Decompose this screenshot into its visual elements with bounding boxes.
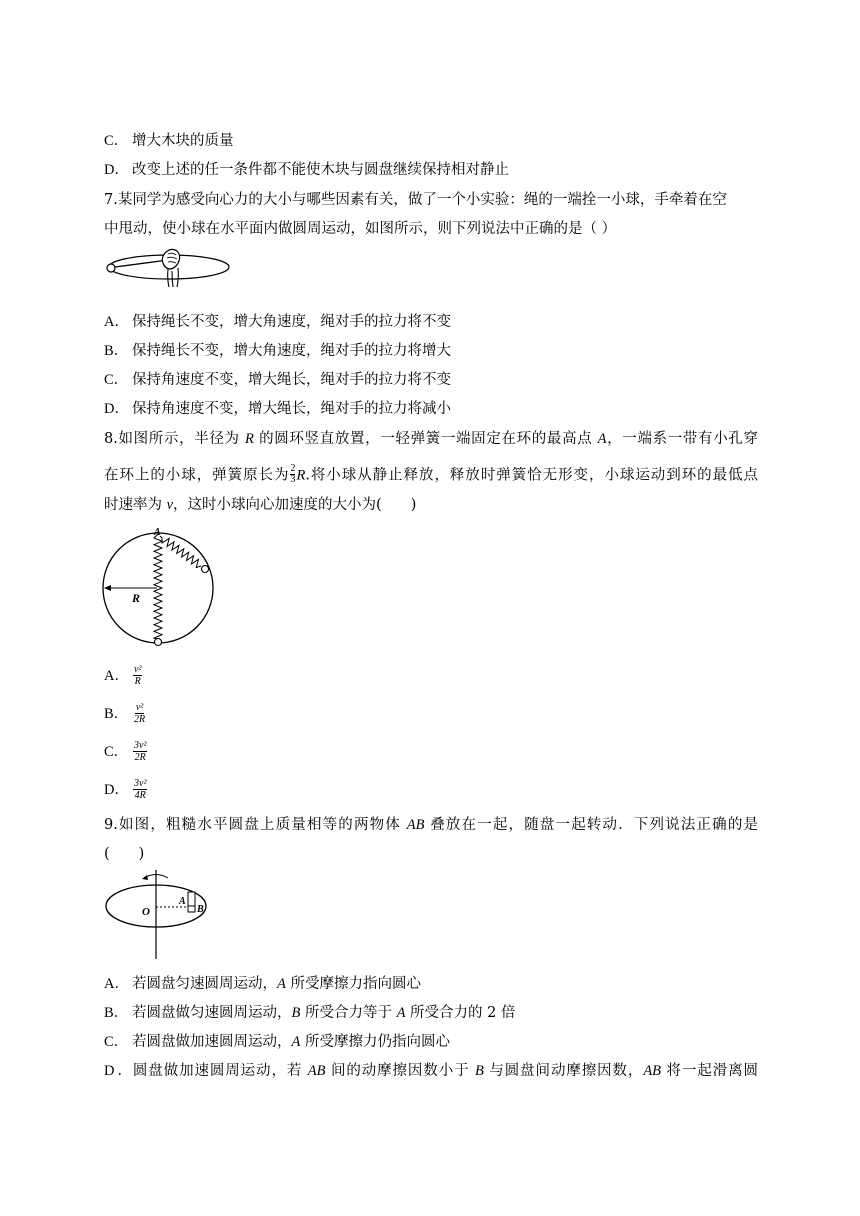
q7-stem-line1: 7.某同学为感受向心力的大小与哪些因素有关，做了一个小实验：绳的一端拴一小球，手牵着在空	[104, 192, 727, 208]
q6-option-c	[104, 131, 234, 151]
ball-circle	[107, 264, 115, 272]
q9-figure-rotating-disk	[104, 866, 216, 962]
option-text: 改变上述的任一条件都不能使木块与圆盘继续保持相对静止	[132, 162, 509, 178]
option-text: 增大木块的质量	[132, 133, 234, 149]
q7-option-b: B． 保持绳长不变，增大角速度，绳对手的拉力将增大	[104, 343, 451, 359]
fraction: $\frac{\text{3v²}}{4R}$	[134, 778, 147, 801]
q7-option-a: A． 保持绳长不变，增大角速度，绳对手的拉力将不变	[104, 314, 451, 330]
q7-figure-hand-swinging-ball	[102, 243, 232, 293]
q7-stem-line2: 中甩动，使小球在水平面内做圆周运动，如图所示，则下列说法中正确的是（ ）	[104, 221, 617, 237]
label-A: A	[154, 527, 161, 538]
q8-option-d: D． $\frac{\text{3v²}}{4R}$	[104, 778, 147, 801]
vertical-spring	[154, 534, 162, 639]
fraction: $\frac{\text{v²}}{2R}$	[134, 702, 146, 725]
q8-stem-line1: 8.如图所示，半径为 R 的圆环竖直放置，一轻弹簧一端固定在环的最高点 A，一端系一带有小孔穿	[104, 431, 759, 447]
option-label: D．	[104, 162, 129, 178]
fraction: $\frac{\text{3v²}}{2R}$	[134, 740, 147, 763]
rope-line	[115, 260, 168, 267]
option-label: C．	[104, 133, 129, 149]
label-B: B	[197, 904, 204, 915]
ball-initial	[202, 566, 209, 573]
block-A	[188, 892, 195, 906]
q6-option-d	[104, 160, 509, 180]
fraction: $\frac{\text{v²}}{R}$	[134, 664, 142, 687]
q9-option-d: D．圆盘做加速圆周运动，若 AB 间的动摩擦因数小于 B 与圆盘间动摩擦因数，AB 将一起滑离圆	[104, 1063, 759, 1079]
q9-stem-line2: ( )	[104, 846, 145, 862]
q7-option-c: C． 保持角速度不变，增大绳长，绳对手的拉力将不变	[104, 372, 451, 388]
ball-bottom	[155, 639, 162, 646]
fraction-two-thirds: $\frac{2}{3}$	[290, 463, 296, 485]
block-B	[188, 906, 195, 912]
label-A: A	[179, 896, 186, 907]
diagonal-spring	[160, 536, 201, 568]
label-O: O	[142, 906, 150, 918]
q8-option-c: C． $\frac{\text{3v²}}{2R}$	[104, 740, 147, 763]
q9-stem-line1: 9.如图，粗糙水平圆盘上质量相等的两物体 AB 叠放在一起，随盘一起转动．下列说法正确的是	[104, 817, 759, 833]
q7-option-d: D． 保持角速度不变，增大绳长，绳对手的拉力将减小	[104, 401, 451, 417]
q8-option-a: A． $\frac{\text{v²}}{R}$	[104, 664, 142, 687]
wrist-lines	[168, 268, 179, 287]
q9-option-c: C． 若圆盘做加速圆周运动，A 所受摩擦力仍指向圆心	[104, 1034, 450, 1050]
fist-shape	[162, 249, 179, 269]
q9-option-b: B． 若圆盘做匀速圆周运动，B 所受合力等于 A 所受合力的 2 倍	[104, 1005, 516, 1021]
rotation-arrow-head	[142, 875, 148, 880]
label-R: R	[132, 591, 141, 605]
radius-arrow-head	[104, 585, 111, 591]
q8-figure-ring-spring	[100, 526, 220, 648]
q8-stem-line3: 时速率为 v，这时小球向心加速度的大小为( )	[104, 497, 417, 513]
q8-stem-line2: 在环上的小球，弹簧原长为 $\frac{2}{3}$ R.将小球从静止释放，释放时弹簧恰无形变，小球运动到环的最低点	[104, 463, 759, 485]
q8-option-b: B． $\frac{\text{v²}}{2R}$	[104, 702, 146, 725]
q9-option-a: A． 若圆盘匀速圆周运动，A 所受摩擦力指向圆心	[104, 976, 421, 992]
